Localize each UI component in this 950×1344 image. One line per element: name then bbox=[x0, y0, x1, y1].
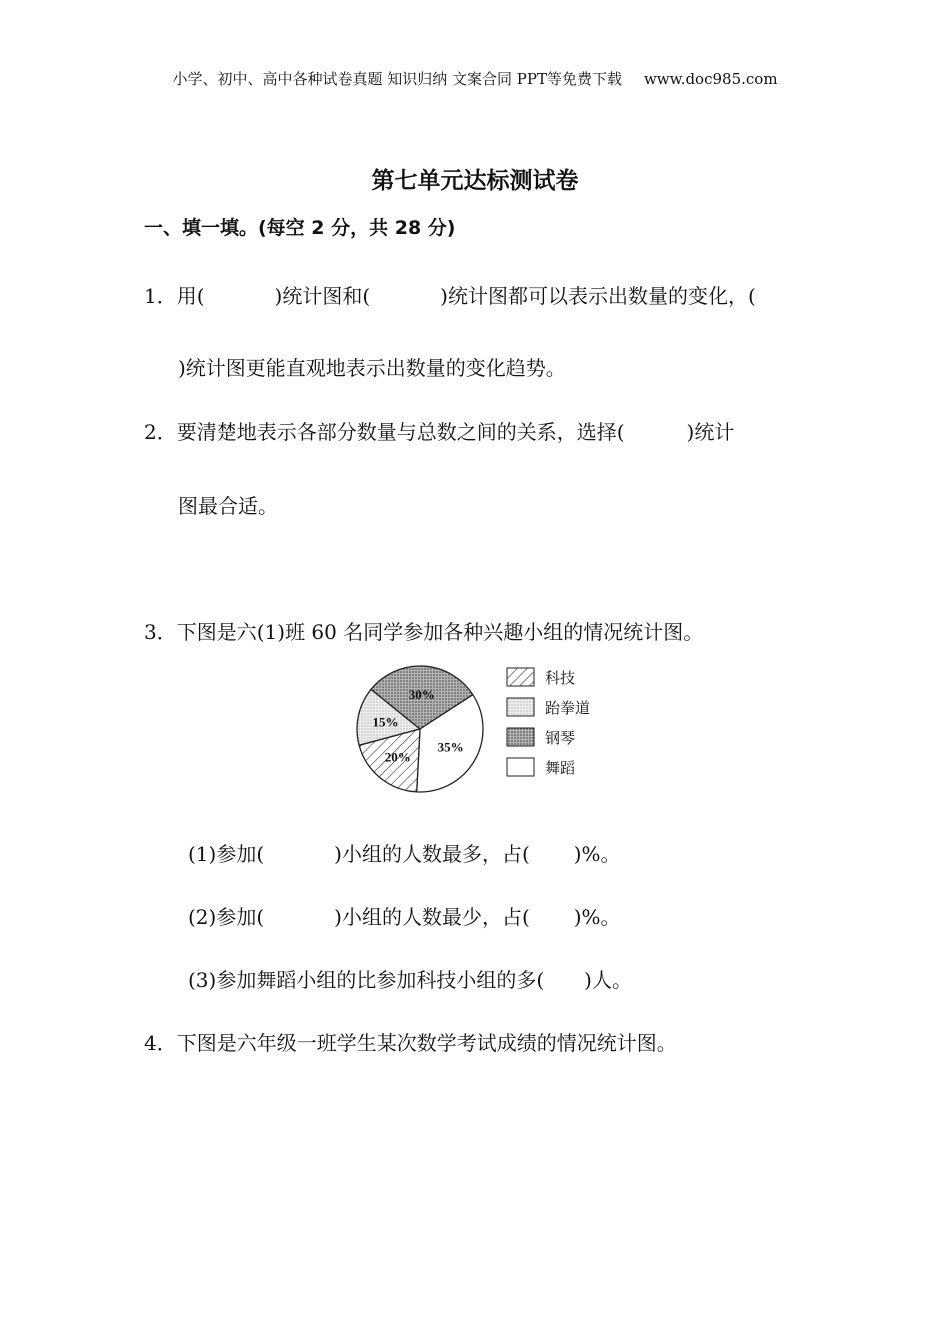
question-4-line-1 bbox=[144, 1027, 677, 1056]
question-text: )统计图和( bbox=[274, 284, 371, 308]
question-text: )统计图更能直观地表示出数量的变化趋势。 bbox=[178, 356, 566, 380]
header-url[interactable]: www.doc985.com bbox=[643, 70, 778, 88]
question-1-line-2 bbox=[178, 352, 566, 381]
legend-swatch-钢琴 bbox=[507, 728, 534, 746]
question-number: 4． bbox=[144, 1031, 177, 1055]
question-number: 1． bbox=[144, 284, 177, 308]
pie-legend bbox=[507, 668, 590, 777]
question-text: )人。 bbox=[584, 968, 632, 992]
page-title: 第七单元达标测试卷 bbox=[371, 168, 579, 194]
question-text: )%。 bbox=[573, 842, 621, 866]
question-3-sub-1 bbox=[188, 838, 621, 867]
question-text: (3)参加舞蹈小组的比参加科技小组的多( bbox=[188, 968, 545, 992]
question-text: 用( bbox=[176, 284, 205, 308]
question-text: 下图是六年级一班学生某次数学考试成绩的情况统计图。 bbox=[176, 1031, 677, 1055]
pie-value-label: 35% bbox=[437, 739, 464, 755]
legend-swatch-舞蹈 bbox=[507, 758, 534, 776]
legend-label-科技: 科技 bbox=[545, 669, 576, 687]
interest-group-pie-chart bbox=[355, 662, 600, 797]
header-left-text: 小学、初中、高中各种试卷真题 知识归纳 文案合同 PPT等免费下载 bbox=[172, 70, 622, 88]
pie-value-label: 30% bbox=[408, 686, 435, 702]
question-2-line-2 bbox=[178, 490, 278, 519]
legend-swatch-科技 bbox=[507, 668, 534, 686]
legend-label-钢琴: 钢琴 bbox=[545, 729, 576, 747]
question-text: 下图是六(1)班 60 名同学参加各种兴趣小组的情况统计图。 bbox=[176, 620, 704, 644]
question-text: )小组的人数最多，占( bbox=[334, 842, 530, 866]
question-text: 图最合适。 bbox=[178, 494, 278, 518]
question-3-line-1 bbox=[144, 616, 703, 645]
question-3-sub-3 bbox=[188, 964, 632, 993]
question-text: )统计 bbox=[686, 420, 735, 444]
pie-value-label: 20% bbox=[384, 749, 411, 765]
question-text: )统计图都可以表示出数量的变化，( bbox=[440, 284, 756, 308]
question-text: )小组的人数最少，占( bbox=[334, 905, 530, 929]
page-header bbox=[0, 68, 950, 89]
question-text: )%。 bbox=[573, 905, 621, 929]
section-heading: 一、填一填。(每空 2 分，共 28 分) bbox=[144, 217, 456, 239]
legend-label-跆拳道: 跆拳道 bbox=[545, 699, 591, 717]
question-3-sub-2 bbox=[188, 901, 621, 930]
question-text: (1)参加( bbox=[188, 842, 265, 866]
legend-swatch-跆拳道 bbox=[507, 698, 534, 716]
question-2-line-1 bbox=[144, 416, 734, 445]
question-number: 3． bbox=[144, 620, 177, 644]
pie-value-label: 15% bbox=[372, 714, 399, 730]
question-text: 要清楚地表示各部分数量与总数之间的关系，选择( bbox=[176, 420, 625, 444]
question-number: 2． bbox=[144, 420, 177, 444]
question-text: (2)参加( bbox=[188, 905, 265, 929]
legend-label-舞蹈: 舞蹈 bbox=[545, 759, 576, 777]
question-1-line-1 bbox=[144, 280, 756, 309]
